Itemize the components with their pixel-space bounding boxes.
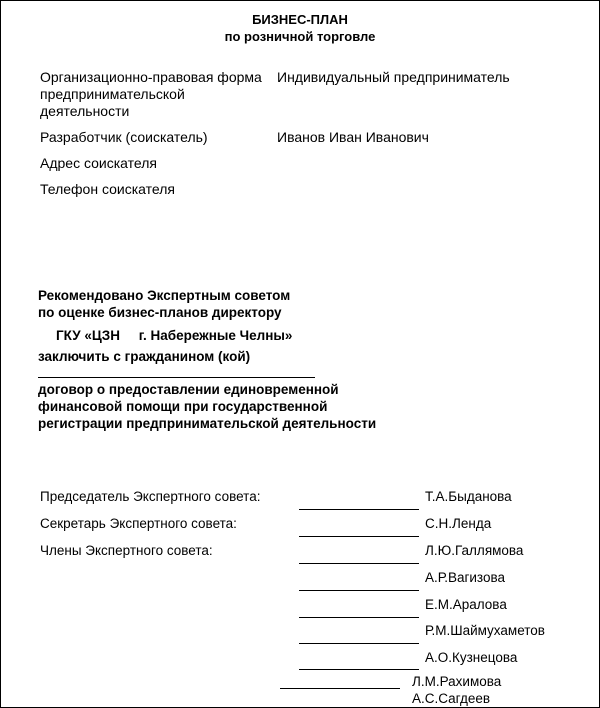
secretary-label: Секретарь Экспертного совета: <box>40 516 237 531</box>
council-member-name: С.Н.Ленда <box>425 516 492 531</box>
org-form-label-line2: предпринимательской <box>40 86 185 102</box>
developer-label: Разработчик (соискатель) <box>40 129 208 145</box>
recommendation-line3: ГКУ «ЦЗН г. Набережные Челны» <box>56 328 293 343</box>
signature-line <box>299 590 419 591</box>
recommendation-line2: по оценке бизнес-планов директору <box>38 305 282 320</box>
recommendation-line5: договор о предоставлении единовременной <box>38 382 339 397</box>
signature-line <box>280 688 400 689</box>
address-label: Адрес соискателя <box>40 155 157 171</box>
council-member-name: А.О.Кузнецова <box>425 650 518 665</box>
council-member-name: Л.Ю.Галлямова <box>425 543 524 558</box>
council-member-name: Р.М.Шаймухаметов <box>425 623 545 638</box>
council-member-name: Л.М.Рахимова <box>412 674 502 689</box>
signature-line <box>299 536 419 537</box>
org-form-value: Индивидуальный предприниматель <box>277 69 510 85</box>
signature-line <box>299 643 419 644</box>
citizen-name-blank-line <box>38 377 315 378</box>
chair-label: Председатель Экспертного совета: <box>40 489 261 504</box>
signature-line <box>299 509 419 510</box>
org-form-label-line3: деятельности <box>40 103 130 119</box>
recommendation-line1: Рекомендовано Экспертным советом <box>38 288 291 303</box>
signature-line <box>299 563 419 564</box>
phone-label: Телефон соискателя <box>40 181 175 197</box>
council-member-name: Е.М.Аралова <box>425 597 507 612</box>
recommendation-line4: заключить с гражданином (кой) <box>38 349 251 364</box>
council-member-name: А.Р.Вагизова <box>425 570 506 585</box>
developer-value: Иванов Иван Иванович <box>277 129 429 145</box>
recommendation-line6: финансовой помощи при государственной <box>38 399 328 414</box>
recommendation-line7: регистрации предпринимательской деятельности <box>38 416 377 431</box>
members-label: Члены Экспертного совета: <box>40 543 213 558</box>
org-form-label-line1: Организационно-правовая форма <box>40 69 262 85</box>
document-subtitle: по розничной торговле <box>224 29 376 44</box>
signature-line <box>299 617 419 618</box>
document-title: БИЗНЕС-ПЛАН <box>252 12 348 27</box>
signature-line <box>299 669 419 670</box>
council-member-name: Т.А.Быданова <box>425 489 512 504</box>
council-member-name: А.С.Сагдеев <box>412 691 491 706</box>
